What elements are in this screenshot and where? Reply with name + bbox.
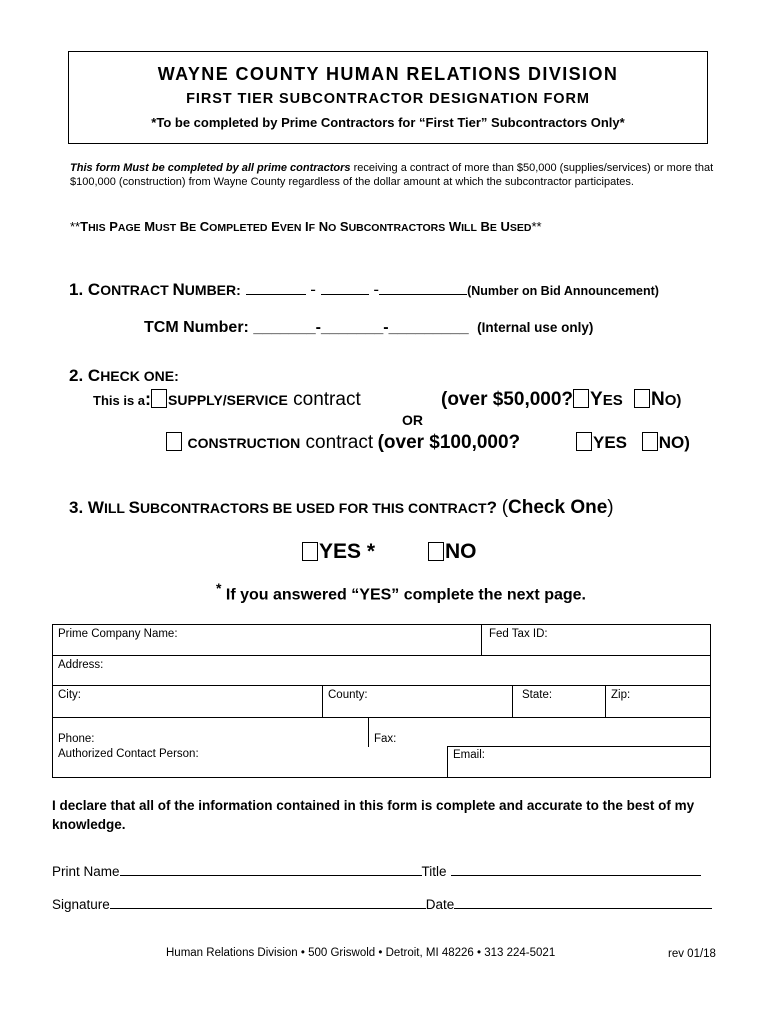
org-title: WAYNE COUNTY HUMAN RELATIONS DIVISION xyxy=(157,64,619,84)
notice-word: NO xyxy=(318,219,337,234)
email-field[interactable]: Email: xyxy=(447,746,711,778)
construction-checkbox[interactable] xyxy=(166,432,182,451)
fax-field[interactable]: Fax: xyxy=(368,717,711,747)
supply-service-row: This is a: SUPPLY/SERVICE contract xyxy=(93,389,361,410)
supply-service-checkbox[interactable] xyxy=(151,389,167,408)
construction-label: CONSTRUCTION xyxy=(187,435,301,451)
print-name-row: Print Name Title xyxy=(52,864,701,879)
footer-address: Human Relations Division • 500 Griswold • Detroit, MI 48226 • 313 224-5021 xyxy=(166,947,556,959)
date-line[interactable] xyxy=(454,908,712,909)
contract-number-field-2[interactable] xyxy=(321,294,369,295)
bid-announcement-note: (Number on Bid Announcement) xyxy=(467,284,659,298)
page-must-be-completed-notice: **THIS PAGE MUST BE COMPLETED EVEN IF NO SUBCONTRACTORS WILL BE USED** xyxy=(70,219,542,234)
contract-number-row: 1. CONTRACT NUMBER: - - (Number on Bid Announcement) xyxy=(69,280,659,299)
notice-word: PAGE xyxy=(109,219,141,234)
notice-word: USED xyxy=(500,219,532,234)
yes-instruction: * If you answered “YES” complete the next page. xyxy=(216,580,586,604)
header-box xyxy=(68,51,708,144)
notice-word: BE xyxy=(480,219,497,234)
county-field[interactable]: County: xyxy=(322,685,513,718)
notice-word: IF xyxy=(305,219,316,234)
notice-word: THIS xyxy=(80,219,106,234)
address-field[interactable]: Address: xyxy=(52,655,711,686)
fed-tax-id-field[interactable]: Fed Tax ID: xyxy=(481,624,711,656)
phone-field[interactable]: Phone: xyxy=(52,717,369,747)
tcm-number-label[interactable]: TCM Number: _______-_______-_________ xyxy=(144,319,469,336)
form-title: FIRST TIER SUBCONTRACTOR DESIGNATION FORM xyxy=(186,91,590,107)
construction-yes-no: YES NO) xyxy=(576,432,690,453)
state-field[interactable]: State: xyxy=(512,685,606,718)
or-separator: OR xyxy=(402,412,423,428)
revision-label: rev 01/18 xyxy=(668,948,716,960)
form-subtitle: *To be completed by Prime Contractors for “First Tier” Subcontractors Only* xyxy=(151,115,625,130)
construction-no-checkbox[interactable] xyxy=(642,432,658,451)
construction-row: CONSTRUCTION contract (over $100,000? xyxy=(166,432,520,454)
check-one-heading: 2. CHECK ONE: xyxy=(69,366,179,385)
subcontractors-no-option: NO xyxy=(428,540,477,564)
zip-field[interactable]: Zip: xyxy=(605,685,711,718)
prime-company-name-field[interactable]: Prime Company Name: xyxy=(52,624,482,656)
contract-number-field-1[interactable] xyxy=(246,294,306,295)
internal-use-note: (Internal use only) xyxy=(477,320,594,335)
subcontractors-yes-option: YES * xyxy=(302,540,375,564)
supply-amount-question: (over $50,000? YES NO) xyxy=(441,389,682,410)
supply-no-checkbox[interactable] xyxy=(634,389,650,408)
notice-word: MUST xyxy=(144,219,177,234)
subcontractors-question: 3. WILL SUBCONTRACTORS BE USED FOR THIS CONTRACT? (Check One) xyxy=(69,497,614,518)
authorized-contact-field[interactable]: Authorized Contact Person: xyxy=(52,746,448,778)
intro-paragraph xyxy=(70,161,750,189)
intro-text: receiving a contract of more than $50,000 (supplies/services) or more that $100,000 (construction) from Wayne County regardless of the dollar amount at which the subcontractor participates. xyxy=(70,162,714,188)
notice-word: COMPLETED xyxy=(199,219,268,234)
notice-words xyxy=(80,219,531,234)
subcontractors-yes-checkbox[interactable] xyxy=(302,542,318,561)
intro-emphasis: This form Must be completed by all prime contractors xyxy=(70,162,351,174)
notice-word: EVEN xyxy=(271,219,302,234)
contract-number-field-3[interactable] xyxy=(379,294,467,295)
supply-yes-checkbox[interactable] xyxy=(573,389,589,408)
subcontractors-no-checkbox[interactable] xyxy=(428,542,444,561)
notice-word: WILL xyxy=(448,219,477,234)
city-field[interactable]: City: xyxy=(52,685,323,718)
signature-row: Signature Date xyxy=(52,897,712,912)
signature-line[interactable] xyxy=(110,908,426,909)
title-line[interactable] xyxy=(451,875,701,876)
notice-word: SUBCONTRACTORS xyxy=(339,219,446,234)
print-name-line[interactable] xyxy=(120,875,422,876)
construction-yes-checkbox[interactable] xyxy=(576,432,592,451)
declaration-text: I declare that all of the information contained in this form is complete and accurate to the best of my knowledge. xyxy=(52,798,695,832)
supply-service-label: SUPPLY/SERVICE xyxy=(168,392,288,408)
notice-word: BE xyxy=(179,219,197,234)
tcm-number-row xyxy=(144,319,593,337)
